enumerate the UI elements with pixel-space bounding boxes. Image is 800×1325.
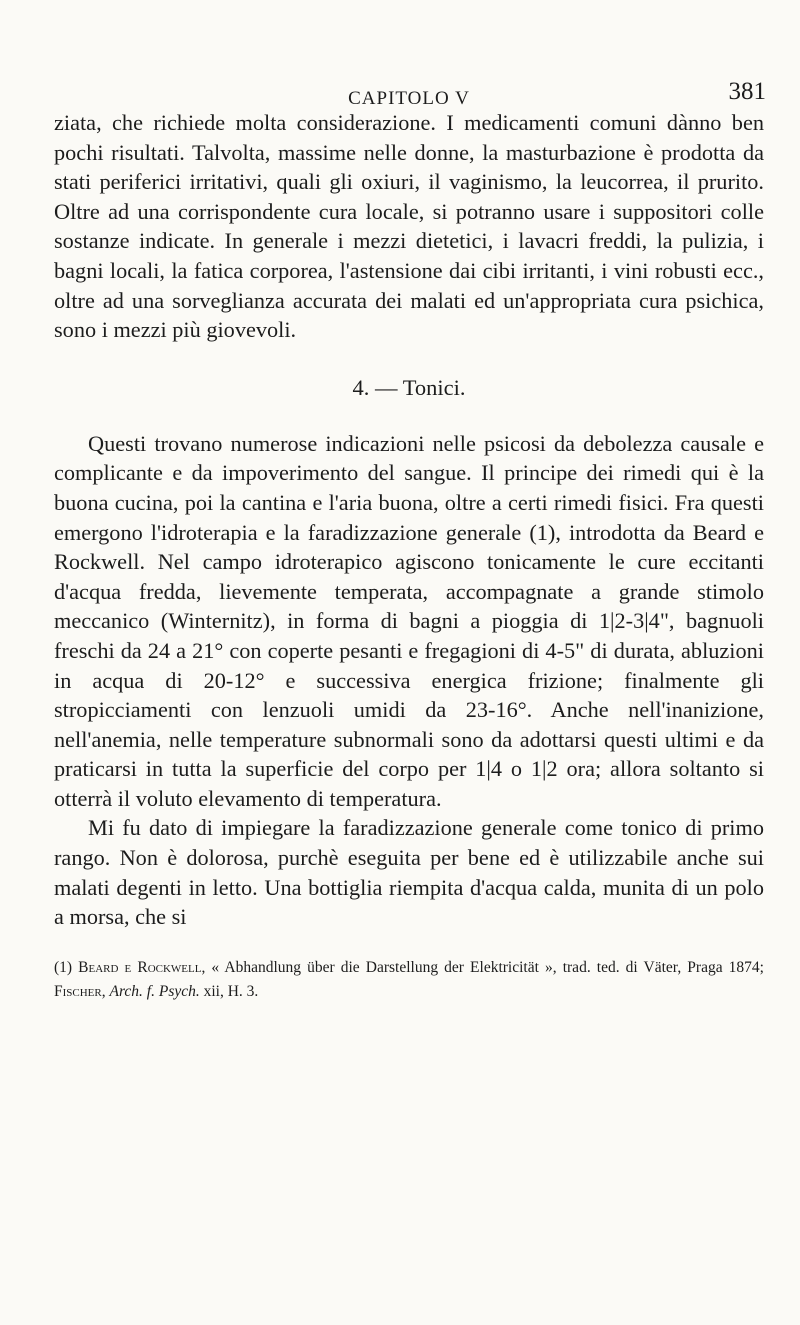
running-title: CAPITOLO V — [348, 88, 470, 109]
paragraph-3: Mi fu dato di impiegare la faradizzazione generale come tonico di primo rango. Non è dolorosa, purchè eseguita per bene ed è utilizzabile anche sui malati degenti in letto. Una bottiglia riempita d'acqua calda, munita di un polo a morsa, che si — [54, 815, 764, 930]
footnote-text: « Abhandlung über die Darstellung der Elektricität », trad. ted. di Väter, Praga 1874; — [211, 958, 764, 976]
footnote-journal: Arch. f. Psych. — [109, 982, 200, 1000]
footnote — [54, 956, 764, 1004]
paragraph-2: Questi trovano numerose indicazioni nelle psicosi da debolezza causale e complicante e da impoverimento del sangue. Il principe dei rimedi qui è la buona cucina, poi la cantina e l'aria buona, oltre a certi rimedi fisici. Fra questi emergono l'idroterapia e la faradizzazione generale (1), introdotta da Beard e Rockwell. Nel campo idroterapico agiscono tonicamente le cure eccitanti d'acqua fredda, lievemente temperata, accompagnate a grande stimolo meccanico (Winternitz), in forma di bagni a pioggia di 1|2-3|4", bagnuoli freschi da 24 a 21° con coperte pesanti e fregagioni di 4-5" di durata, abluzioni in acqua di 20-12° e successiva energica frizione; finalmente gli stropicciamenti con lenzuoli umidi da 23-16°. Anche nell'inanizione, nell'anemia, nelle temperature subnormali sono da adottarsi questi ultimi e da praticarsi in tutta la superficie del corpo per 1|4 o 1|2 ora; allora soltanto si otterrà il voluto elevamento di temperatura. — [54, 430, 764, 811]
page — [54, 62, 764, 1004]
footnote-author2: Fischer, — [54, 982, 106, 1000]
page-number: 381 — [728, 78, 766, 105]
footnote-marker: (1) — [54, 958, 73, 976]
running-head — [54, 62, 766, 109]
footnote-ref: xii, H. 3. — [203, 982, 259, 1000]
paragraph-1: ziata, che richiede molta considerazione. I medicamenti comuni dànno ben pochi risultati. Talvolta, massime nelle donne, la masturbazione è prodotta da stati periferici irritativi, quali gli oxiuri, il vaginismo, la leucorrea, il prurito. Oltre ad una corrispondente cura locale, si potranno usare i suppositori colle sostanze indicate. In generale i mezzi dietetici, i lavacri freddi, la pulizia, i bagni locali, la fatica corporea, l'astensione dai cibi irritanti, i vini robusti ecc., oltre ad una sorveglianza accurata dei malati ed un'appropriata cura psichica, sono i mezzi più giovevoli. — [54, 110, 764, 343]
section-heading: 4. — Tonici. — [352, 374, 466, 400]
footnote-authors: Beard e Rockwell, — [78, 958, 206, 976]
